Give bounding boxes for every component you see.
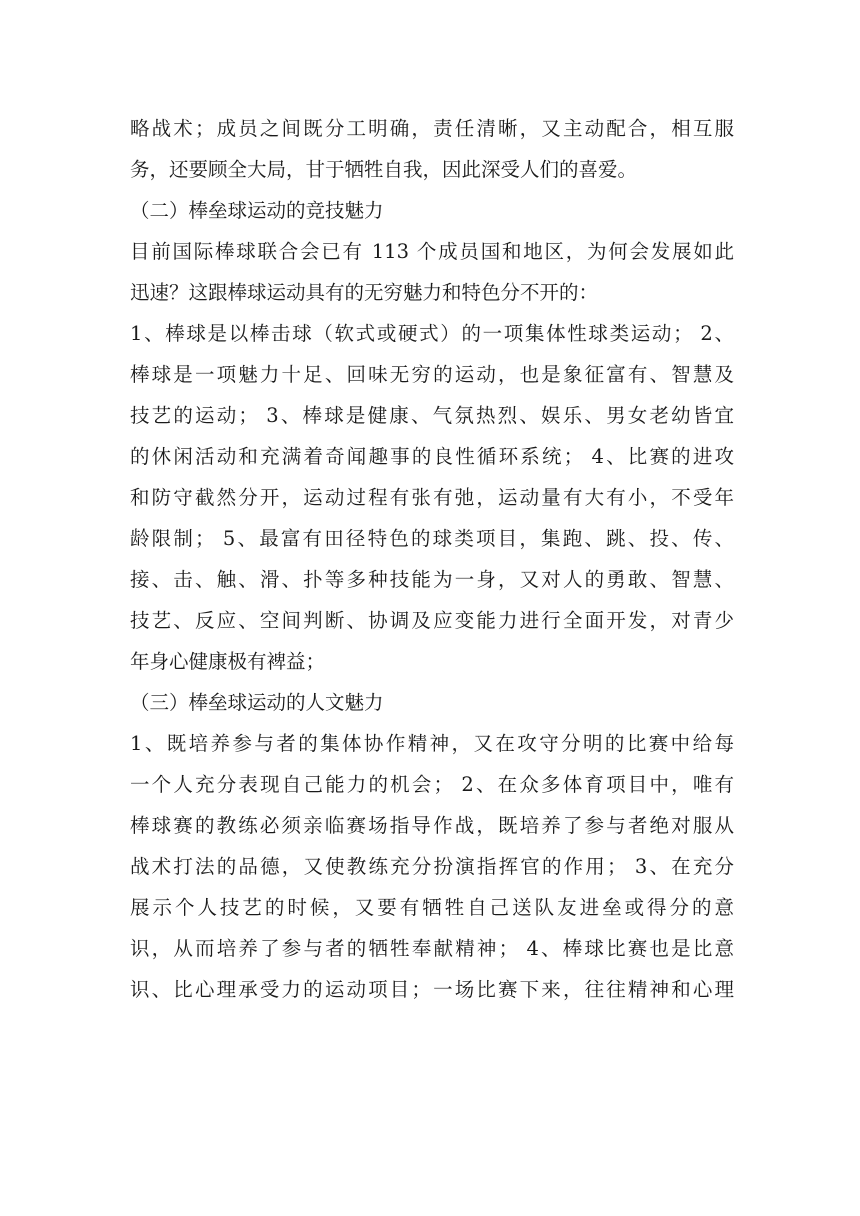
text-line: 展示个人技艺的时候，又要有牺牲自己送队友进垒或得分的意 — [130, 896, 734, 919]
text-line: 识、比心理承受力的运动项目；一场比赛下来，往往精神和心理 — [130, 978, 734, 1001]
text-line: 接、击、触、滑、扑等多种技能为一身，又对人的勇敢、智慧、 — [130, 568, 734, 591]
text-line: 龄限制； 5、最富有田径特色的球类项目，集跑、跳、投、传、 — [130, 527, 734, 550]
text-line: 迅速？这跟棒球运动具有的无穷魅力和特色分不开的： — [130, 281, 599, 304]
text-line: 和防守截然分开，运动过程有张有弛，运动量有大有小，不受年 — [130, 486, 734, 509]
text-line: 一个人充分表现自己能力的机会； 2、在众多体育项目中，唯有 — [130, 773, 734, 796]
section-heading: （二）棒垒球运动的竞技魅力 — [130, 199, 384, 222]
text-line: 目前国际棒球联合会已有 113 个成员国和地区，为何会发展如此 — [130, 240, 734, 263]
text-line: 1、既培养参与者的集体协作精神，又在攻守分明的比赛中给每 — [130, 732, 734, 755]
text-line: 识，从而培养了参与者的牺牲奉献精神； 4、棒球比赛也是比意 — [130, 937, 734, 960]
text-line: 年身心健康极有裨益； — [130, 650, 326, 673]
text-line: 技艺的运动； 3、棒球是健康、气氛热烈、娱乐、男女老幼皆宜 — [130, 404, 734, 427]
document-page — [130, 108, 734, 1010]
text-line: 技艺、反应、空间判断、协调及应变能力进行全面开发，对青少 — [130, 609, 734, 632]
text-line: 棒球是一项魅力十足、回味无穷的运动，也是象征富有、智慧及 — [130, 363, 734, 386]
section-heading: （三）棒垒球运动的人文魅力 — [130, 691, 384, 714]
text-line: 略战术；成员之间既分工明确，责任清晰，又主动配合，相互服 — [130, 117, 734, 140]
text-line: 的休闲活动和充满着奇闻趣事的良性循环系统； 4、比赛的进攻 — [130, 445, 734, 468]
text-line: 棒球赛的教练必须亲临赛场指导作战，既培养了参与者绝对服从 — [130, 814, 734, 837]
text-line: 务，还要顾全大局，甘于牺牲自我，因此深受人们的喜爱。 — [130, 158, 638, 181]
text-line: 1、棒球是以棒击球（软式或硬式）的一项集体性球类运动； 2、 — [130, 322, 734, 345]
text-line: 战术打法的品德，又使教练充分扮演指挥官的作用； 3、在充分 — [130, 855, 734, 878]
